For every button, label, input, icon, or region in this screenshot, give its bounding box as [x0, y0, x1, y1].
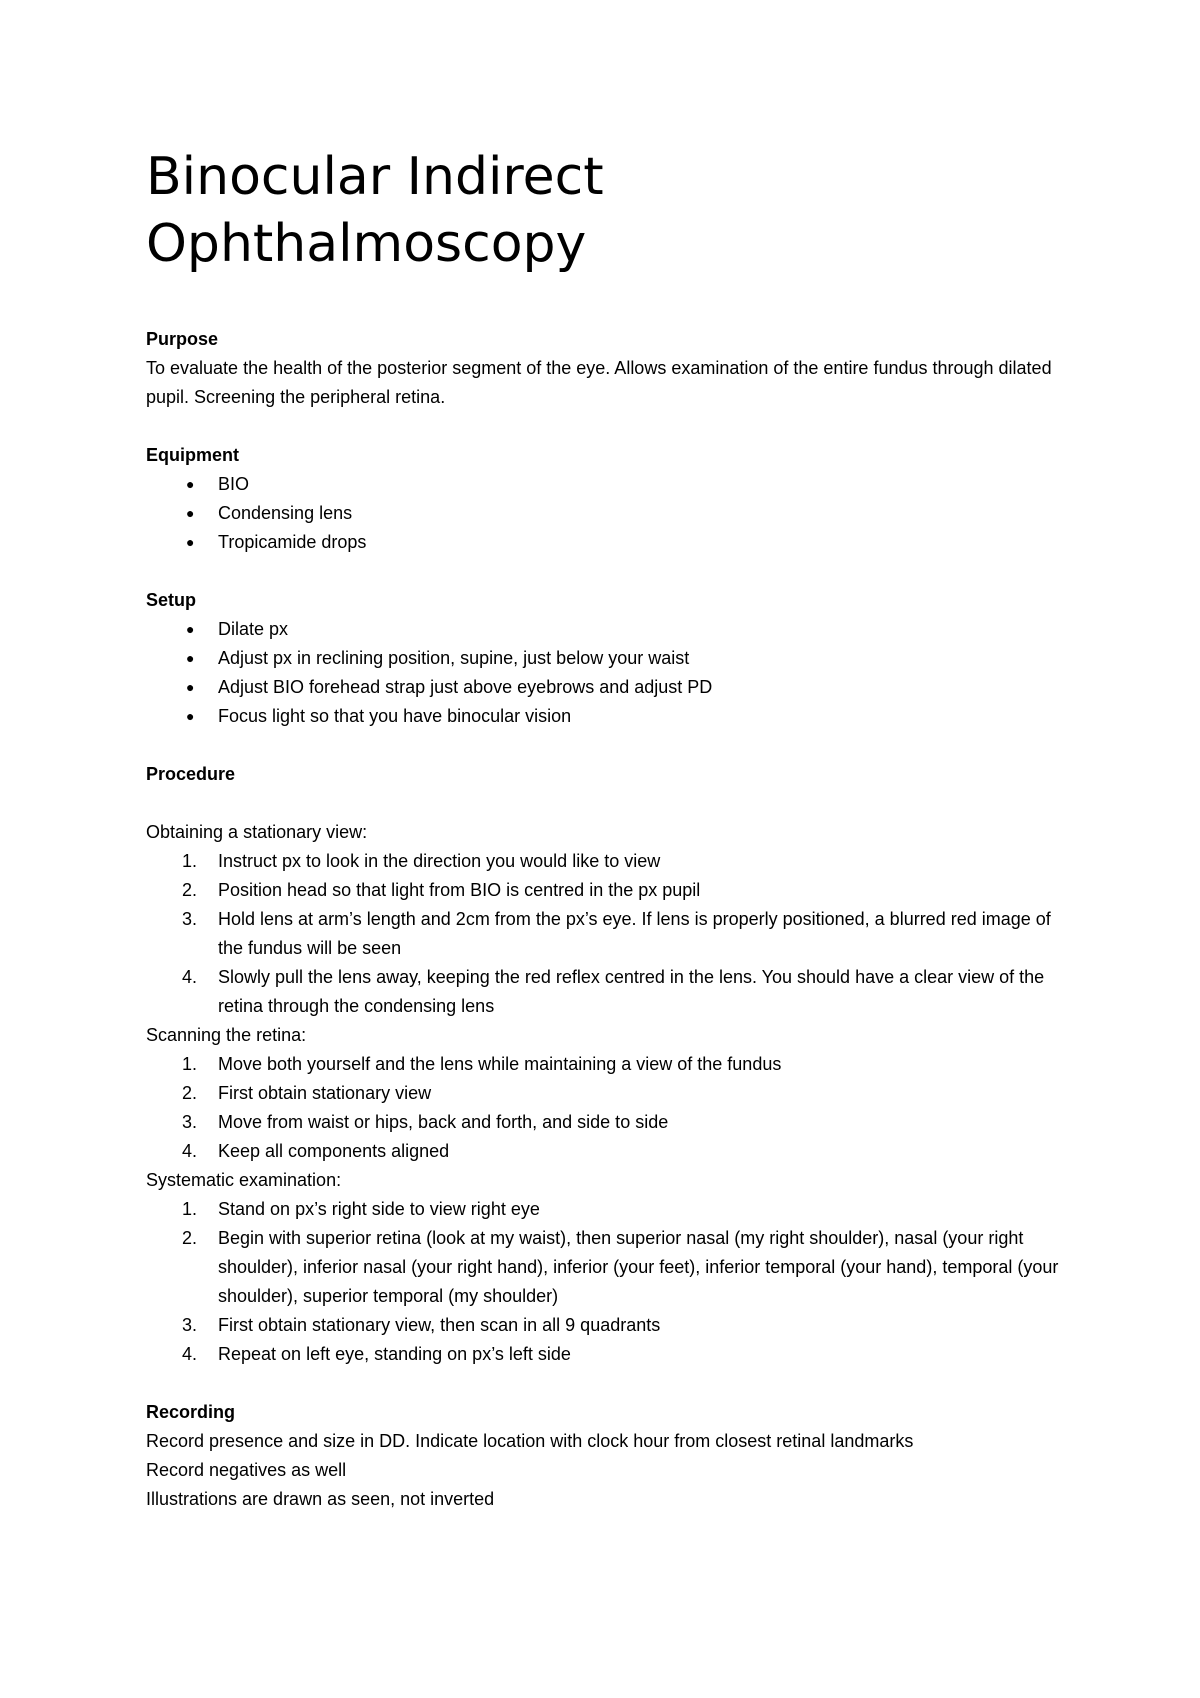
- list-item: ● Adjust px in reclining position, supine, just below your waist: [146, 644, 1076, 673]
- purpose-heading: Purpose: [146, 329, 219, 349]
- purpose-text: To evaluate the health of the posterior segment of the eye. Allows examination of the entire fundus through dilated pupil. Screening the peripheral retina.: [146, 358, 1052, 407]
- steps-list: [146, 1195, 1076, 1369]
- setup-list: [146, 615, 1076, 731]
- list-item: 4. Keep all components aligned: [182, 1141, 450, 1161]
- procedure-group-systematic: [146, 1166, 1076, 1369]
- procedure-heading: Procedure: [146, 764, 236, 784]
- recording-heading: Recording: [146, 1402, 236, 1422]
- list-item: 4. Slowly pull the lens away, keeping the red reflex centred in the lens. You should have a clear view of the retina through the condensing lens: [182, 967, 1045, 1016]
- list-item: ● Tropicamide drops: [146, 528, 1076, 557]
- list-item: ● BIO: [146, 470, 1076, 499]
- bullet-icon: ●: [186, 621, 195, 637]
- steps-list: [146, 1050, 1076, 1166]
- list-item: 1. Instruct px to look in the direction you would like to view: [182, 851, 661, 871]
- list-item: 4. Repeat on left eye, standing on px’s left side: [182, 1344, 571, 1364]
- title-line-2: Ophthalmoscopy: [146, 214, 587, 274]
- document-page: [146, 144, 1076, 1514]
- group-title: Scanning the retina:: [146, 1025, 307, 1045]
- list-item: 2. Begin with superior retina (look at my waist), then superior nasal (my right shoulder), nasal (your right shoulder), inferior nasal (your right hand), inferior (your feet), inferior temporal (your hand), temporal (your shoulder), superior temporal (my shoulder): [182, 1228, 1059, 1306]
- list-item: ● Dilate px: [146, 615, 1076, 644]
- list-item: 1. Move both yourself and the lens while maintaining a view of the fundus: [182, 1054, 782, 1074]
- list-item: ● Focus light so that you have binocular vision: [146, 702, 1076, 731]
- procedure-group-stationary: [146, 818, 1076, 1021]
- list-item: ● Condensing lens: [146, 499, 1076, 528]
- list-item: 3. Hold lens at arm’s length and 2cm from the px’s eye. If lens is properly positioned, a blurred red image of the fundus will be seen: [182, 909, 1051, 958]
- bullet-icon: ●: [186, 679, 195, 695]
- bullet-icon: ●: [186, 476, 195, 492]
- bullet-icon: ●: [186, 650, 195, 666]
- recording-line: Record negatives as well: [146, 1460, 347, 1480]
- setup-heading: Setup: [146, 590, 197, 610]
- equipment-heading: Equipment: [146, 445, 239, 465]
- list-item: 3. First obtain stationary view, then scan in all 9 quadrants: [182, 1315, 661, 1335]
- group-title: Systematic examination:: [146, 1170, 342, 1190]
- purpose-section: [146, 325, 1076, 412]
- procedure-group-scanning: [146, 1021, 1076, 1166]
- group-title: Obtaining a stationary view:: [146, 822, 368, 842]
- list-item: ● Adjust BIO forehead strap just above eyebrows and adjust PD: [146, 673, 1076, 702]
- setup-section: [146, 586, 1076, 731]
- equipment-list: [146, 470, 1076, 557]
- recording-line: Illustrations are drawn as seen, not inverted: [146, 1489, 495, 1509]
- equipment-section: [146, 441, 1076, 557]
- recording-section: [146, 1398, 1076, 1514]
- procedure-section: [146, 760, 1076, 1369]
- document-title: [146, 144, 1076, 278]
- list-item: 1. Stand on px’s right side to view right eye: [182, 1199, 540, 1219]
- bullet-icon: ●: [186, 534, 195, 550]
- bullet-icon: ●: [186, 708, 195, 724]
- list-item: 3. Move from waist or hips, back and forth, and side to side: [182, 1112, 669, 1132]
- recording-line: Record presence and size in DD. Indicate location with clock hour from closest retinal landmarks: [146, 1431, 914, 1451]
- steps-list: [146, 847, 1076, 1021]
- list-item: 2. Position head so that light from BIO is centred in the px pupil: [182, 880, 701, 900]
- bullet-icon: ●: [186, 505, 195, 521]
- list-item: 2. First obtain stationary view: [182, 1083, 432, 1103]
- title-line-1: Binocular Indirect: [146, 147, 604, 207]
